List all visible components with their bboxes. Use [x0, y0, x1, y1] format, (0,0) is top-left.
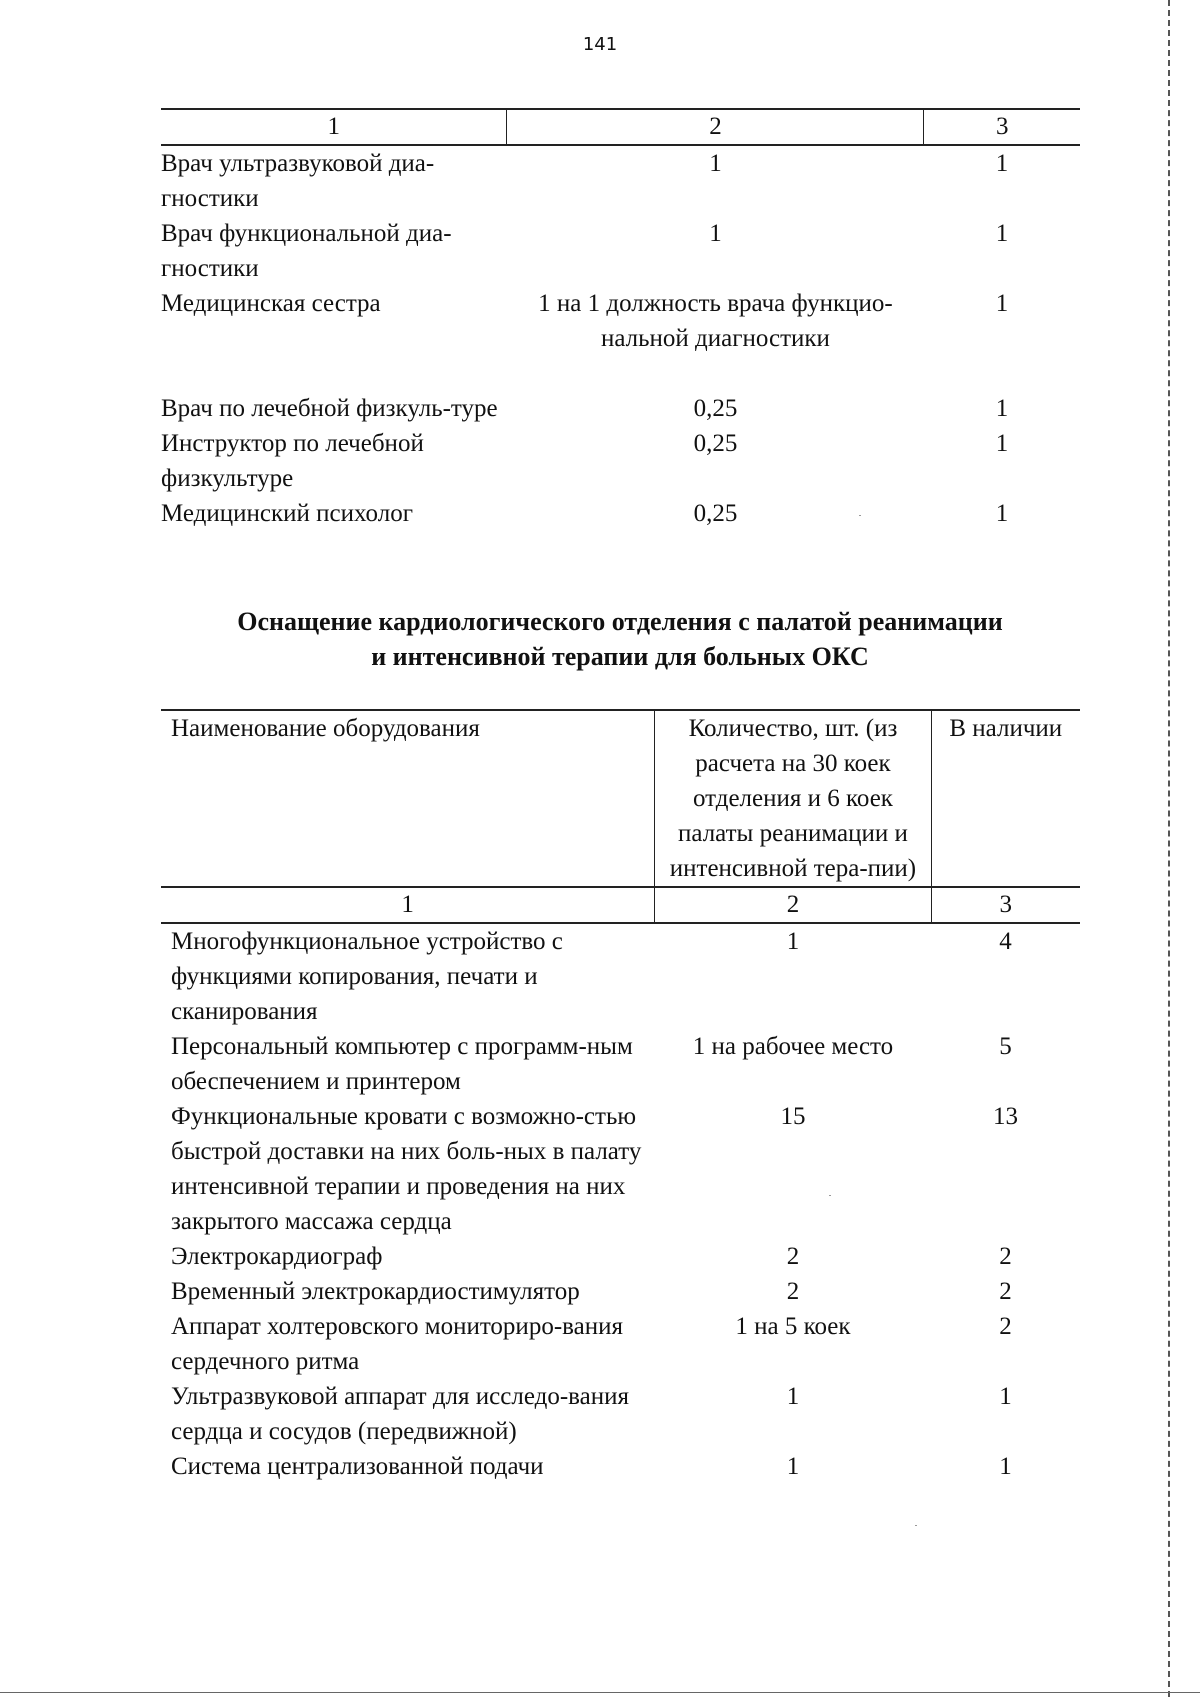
- equipment-quantity: 1 на 5 коек: [735, 1313, 851, 1340]
- staff-col-2: 2: [507, 109, 924, 145]
- staff-position: Инструктор по лечебной физкультуре: [161, 430, 424, 492]
- table-row: [161, 426, 1080, 496]
- staff-available: 1: [995, 500, 1009, 527]
- staff-available: 1: [995, 290, 1009, 317]
- table-row: [161, 1449, 1080, 1484]
- staff-position: Врач функциональной диа-гностики: [161, 220, 452, 282]
- staff-position: Врач по лечебной физкуль-туре: [161, 395, 498, 422]
- scan-speck: [915, 1525, 917, 1526]
- staff-norm: 1 на 1 должность врача функцио-нальной диагностики: [538, 290, 893, 352]
- table-row: [161, 1239, 1080, 1274]
- equipment-available: 2: [999, 1278, 1012, 1305]
- equipment-table-numbering: [161, 887, 1080, 923]
- section-heading-line-1: Оснащение кардиологического отделения с палатой реанимации: [237, 607, 1003, 636]
- page-number: 141: [582, 34, 618, 55]
- equipment-available: 13: [993, 1103, 1019, 1130]
- scan-bottom-edge: [0, 1692, 1200, 1693]
- equipment-quantity: 2: [786, 1243, 800, 1270]
- table-row: [161, 923, 1080, 1029]
- staff-col-3: 3: [924, 109, 1080, 145]
- table-row: [161, 496, 1080, 531]
- equipment-name: Ультразвуковой аппарат для исследо-вания сердца и сосудов (передвижной): [171, 1383, 629, 1445]
- equipment-name: Функциональные кровати с возможно-стью быстрой доставки на них боль-ных в палату интенсивной терапии и проведения на них закрытого массажа сердца: [171, 1103, 642, 1235]
- table-row: [161, 1379, 1080, 1449]
- table-row: [161, 1029, 1080, 1099]
- equipment-name: Персональный компьютер с программ-ным обеспечением и принтером: [171, 1033, 633, 1095]
- staff-table-header: [161, 109, 1080, 145]
- equipment-col-3: 3: [931, 887, 1080, 923]
- table-row: [161, 356, 1080, 426]
- header-equipment-name: Наименование оборудования: [161, 710, 655, 887]
- staff-norm: 0,25: [693, 430, 738, 457]
- equipment-name: Временный электрокардиостимулятор: [171, 1278, 580, 1305]
- equipment-available: 1: [999, 1453, 1012, 1480]
- equipment-name: Аппарат холтеровского мониториро-вания сердечного ритма: [171, 1313, 623, 1375]
- staff-norm: 0,25: [693, 395, 738, 422]
- staff-available: 1: [995, 430, 1009, 457]
- staff-norm: 1: [709, 220, 722, 247]
- staff-available: 1: [995, 220, 1009, 247]
- equipment-table: [161, 709, 1080, 1484]
- equipment-name: Многофункциональное устройство с функциями копирования, печати и сканирования: [171, 928, 563, 1025]
- equipment-name: Система централизованной подачи: [171, 1453, 544, 1480]
- equipment-quantity: 1: [786, 1383, 800, 1410]
- staff-available: 1: [995, 150, 1009, 177]
- equipment-quantity: 1: [786, 928, 800, 955]
- header-available: В наличии: [931, 710, 1080, 887]
- equipment-available: 4: [999, 928, 1012, 955]
- equipment-available: 2: [999, 1243, 1012, 1270]
- staff-position: Медицинский психолог: [161, 500, 413, 527]
- staff-norm: 0,25: [693, 500, 738, 527]
- section-heading: [160, 604, 1080, 674]
- table-row: [161, 1274, 1080, 1309]
- table-row: [161, 216, 1080, 286]
- table-row: [161, 1099, 1080, 1239]
- staff-position: Медицинская сестра: [161, 290, 381, 317]
- equipment-table-header: [161, 710, 1080, 887]
- equipment-available: 1: [999, 1383, 1012, 1410]
- staff-norm: 1: [709, 150, 722, 177]
- table-row: [161, 1309, 1080, 1379]
- equipment-quantity: 15: [780, 1103, 806, 1130]
- equipment-available: 2: [999, 1313, 1012, 1340]
- equipment-name: Электрокардиограф: [171, 1243, 383, 1270]
- staff-position: Врач ультразвуковой диа-гностики: [161, 150, 435, 212]
- equipment-available: 5: [999, 1033, 1012, 1060]
- table-row: [161, 286, 1080, 356]
- header-quantity: Количество, шт. (из расчета на 30 коек отделения и 6 коек палаты реанимации и интенсивной тера-пии): [655, 710, 931, 887]
- equipment-quantity: 1 на рабочее место: [692, 1033, 894, 1060]
- staff-col-1: 1: [161, 109, 507, 145]
- staff-table: [161, 108, 1080, 531]
- equipment-quantity: 2: [786, 1278, 800, 1305]
- scan-right-border: [1168, 0, 1170, 1697]
- section-heading-line-2: и интенсивной терапии для больных ОКС: [371, 642, 869, 671]
- equipment-quantity: 1: [786, 1453, 800, 1480]
- equipment-col-1: 1: [161, 887, 655, 923]
- equipment-col-2: 2: [655, 887, 931, 923]
- staff-available: 1: [995, 395, 1009, 422]
- table-row: [161, 145, 1080, 216]
